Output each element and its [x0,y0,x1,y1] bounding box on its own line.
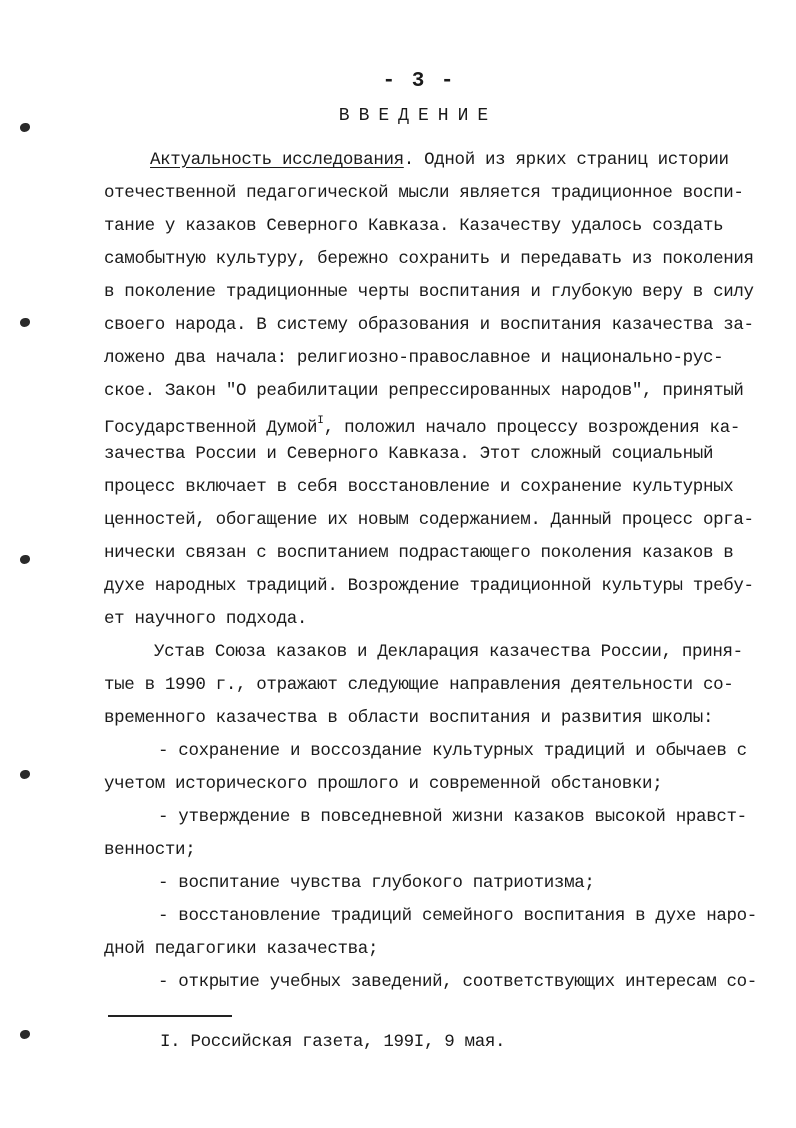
list-item: - воспитание чувства глубокого патриотизма; [158,873,595,893]
footnote-separator [108,1015,232,1017]
paragraph-line: тание у казаков Северного Кавказа. Казачеству удалось создать [104,216,724,236]
paragraph-line: процесс включает в себя восстановление и сохранение культурных [104,477,734,497]
paragraph-line: духе народных традиций. Возрождение традиционной культуры требу- [104,576,754,596]
paragraph-line [104,410,741,439]
paragraph-line: в поколение традиционные черты воспитания и глубокую веру в силу [104,282,754,302]
list-item: - открытие учебных заведений, соответствующих интересам со- [158,972,757,992]
paragraph-line: временного казачества в области воспитания и развития школы: [104,708,714,728]
paragraph-line: Устав Союза казаков и Декларация казачества России, приня- [154,642,743,662]
binder-hole-mark [20,318,30,327]
list-item-continuation: учетом исторического прошлого и современной обстановки; [104,774,663,794]
duma-text-after: , положил начало процессу возрождения ка- [323,418,741,438]
binder-hole-mark [20,1030,30,1039]
list-item: - восстановление традиций семейного воспитания в духе наро- [158,906,757,926]
paragraph-line: своего народа. В систему образования и воспитания казачества за- [104,315,754,335]
paragraph-line [150,149,729,171]
paragraph-line: нически связан с воспитанием подрастающего поколения казаков в [104,543,734,563]
paragraph-line: тые в 1990 г., отражают следующие направления деятельности со- [104,675,734,695]
duma-text: Государственной Думой [104,418,318,438]
paragraph-line: ское. Закон "О реабилитации репрессированных народов", принятый [104,381,744,401]
paragraph-line: ет научного подхода. [104,609,308,629]
paragraph-line: зачества России и Северного Кавказа. Этот сложный социальный [104,444,714,464]
page-number: - 3 - [382,70,456,93]
binder-hole-mark [20,770,30,779]
lead-phrase: Актуальность исследования [150,150,404,170]
footnote-marker: I [317,415,324,427]
list-item: - сохранение и воссоздание культурных традиций и обычаев с [158,741,747,761]
paragraph-line: ложено два начала: религиозно-православное и национально-рус- [104,348,724,368]
list-item: - утверждение в повседневной жизни казаков высокой нравст- [158,807,747,827]
footnote: I. Российская газета, 199I, 9 мая. [160,1032,506,1052]
paragraph-line: отечественной педагогической мысли является традиционное воспи- [104,183,744,203]
list-item-continuation: дной педагогики казачества; [104,939,379,959]
list-item-continuation: венности; [104,840,196,860]
lead-rest: . Одной из ярких страниц истории [403,150,729,170]
binder-hole-mark [20,555,30,564]
paragraph-line: ценностей, обогащение их новым содержанием. Данный процесс орга- [104,510,754,530]
section-heading: ВВЕДЕНИЕ [338,106,498,126]
paragraph-line: самобытную культуру, бережно сохранить и передавать из поколения [104,249,754,269]
